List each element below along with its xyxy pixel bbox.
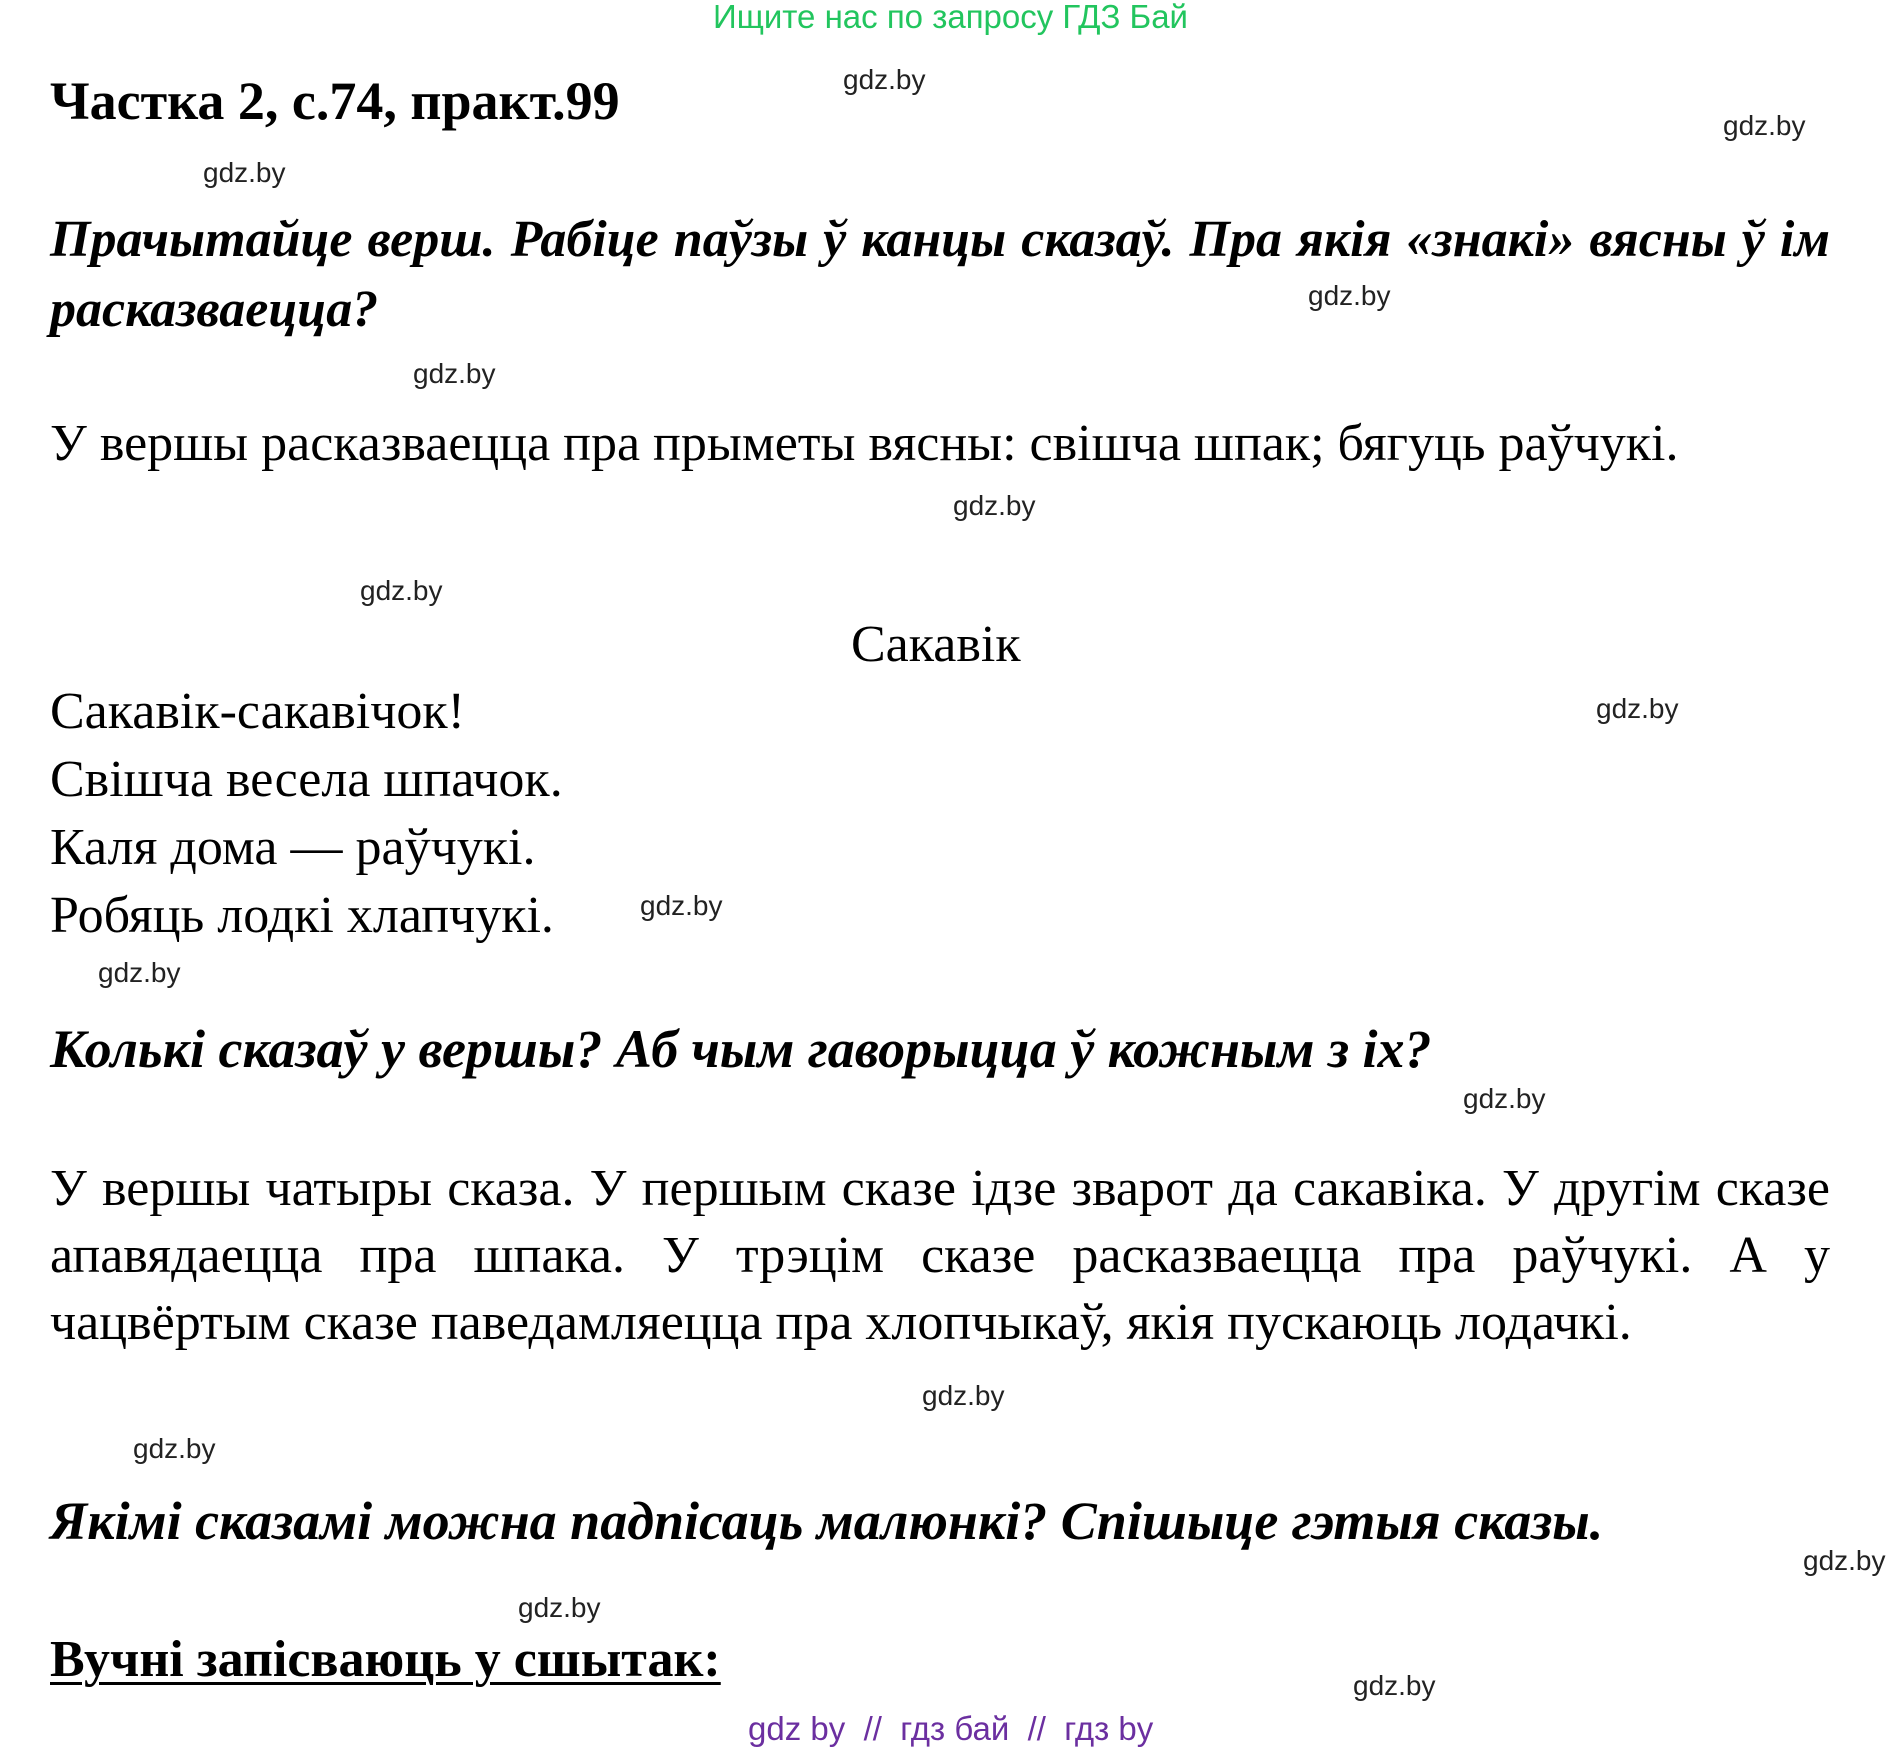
answer-2-text: У вершы чатыры сказа. У першым сказе ідзе зварот да сакавіка. У другім сказе апавядаецца пра шпака. У трэцім сказе расказваецца пра раўчукі. А у чацвёртым сказе паведамляецца пра хлопчыкаў, якія пускаюць лодачкі. — [50, 1160, 1830, 1351]
watermark: gdz.by — [1353, 1670, 1436, 1701]
watermark: gdz.by — [640, 890, 723, 921]
poem-title: Сакавік — [851, 616, 1021, 673]
task-3-text: Якімі сказамі можна падпісаць малюнкі? Спішыце гэтыя сказы. — [50, 1491, 1604, 1551]
watermark: gdz.by — [922, 1380, 1005, 1411]
watermark: gdz.by — [203, 157, 286, 188]
watermark: gdz.by — [133, 1433, 216, 1464]
watermark: gdz.by — [1723, 110, 1806, 141]
watermark: gdz.by — [1308, 280, 1391, 311]
watermark: gdz.by — [98, 957, 181, 988]
footer-links[interactable]: gdz by // гдз бай // гдз by — [748, 1710, 1154, 1747]
task-2-text: Колькі сказаў у вершы? Аб чым гаворыцца ў кожным з іх? — [50, 1019, 1432, 1079]
watermark: gdz.by — [953, 490, 1036, 521]
poem-line: Робяць лодкі хлапчукі. — [50, 887, 554, 944]
watermark: gdz.by — [843, 64, 926, 95]
watermark: gdz.by — [1463, 1083, 1546, 1114]
watermark: gdz.by — [360, 575, 443, 606]
page-heading: Частка 2, с.74, практ.99 — [50, 71, 620, 131]
answer-1-text: У вершы расказваецца пра прыметы вясны: свішча шпак; бягуць раўчукі. — [50, 415, 1679, 472]
task-1-text: Прачытайце верш. Рабіце паўзы ў канцы сказаў. Пра якія «знакі» вясны ў ім расказваецца? — [50, 211, 1830, 338]
watermark: gdz.by — [413, 358, 496, 389]
banner-text[interactable]: Ищите нас по запросу ГДЗ Бай — [713, 0, 1188, 35]
watermark: gdz.by — [1596, 693, 1679, 724]
watermark: gdz.by — [1803, 1545, 1886, 1576]
poem-line: Свішча весела шпачок. — [50, 751, 563, 808]
notebook-heading: Вучні запісваюць у сшытак: — [50, 1631, 721, 1688]
watermark: gdz.by — [518, 1592, 601, 1623]
poem-line: Сакавік-сакавічок! — [50, 683, 465, 740]
poem-line: Каля дома — раўчукі. — [50, 819, 536, 876]
